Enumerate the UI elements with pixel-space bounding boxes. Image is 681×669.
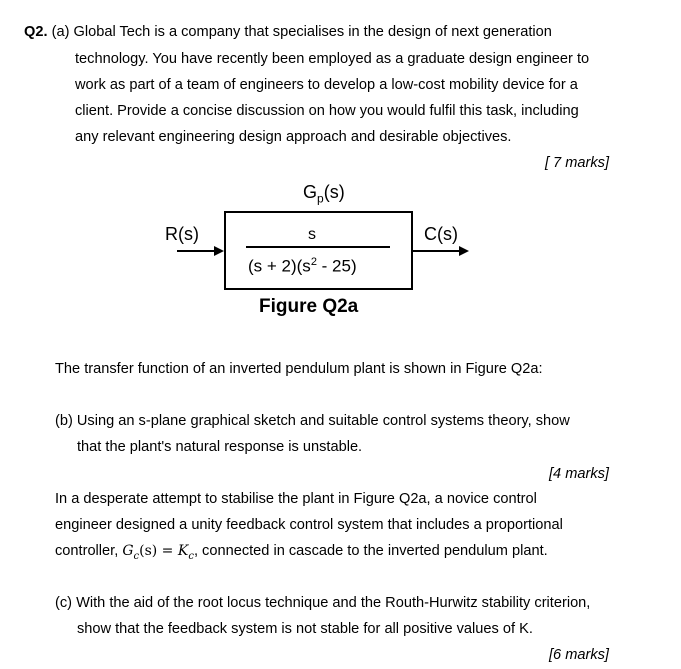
paragraph-text-2: engineer designed a unity feedback control system that includes a proportional [55,517,563,533]
transfer-function-intro: The transfer function of an inverted pendulum plant is shown in Figure Q2a: [55,361,543,377]
question-number: Q2. [24,24,48,40]
paragraph-text-1: In a desperate attempt to stabilise the plant in Figure Q2a, a novice control [55,491,537,507]
tf-denominator: $(s + 2)(s^2 - 25)$ [248,256,357,276]
part-b-text-2: that the plant's natural response is unstable. [77,439,363,455]
part-a-text-1: Global Tech is a company that specialises in the design of next generation [73,24,552,40]
part-b-text-1: (b) Using an s-plane graphical sketch and suitable control systems theory, show [55,413,570,429]
part-a-text-3: work as part of a team of engineers to develop a low-cost mobility device for a [75,77,578,93]
controller-equation: $G_c(s) = K_c$ [122,543,194,562]
part-a-marks: [ 7 marks] [544,155,609,171]
part-c-marks: [6 marks] [548,647,609,663]
output-arrowhead [459,246,469,256]
paragraph-text-3: controller, $G_c(s) = K_c$, connected in cascade to the inverted pendulum plant. [55,543,548,562]
part-b-marks: [4 marks] [548,466,609,482]
part-a-text-4: client. Provide a concise discussion on how you would fulfil this task, including [75,103,579,119]
part-a-text-5: any relevant engineering design approach and desirable objectives. [75,129,512,145]
output-label: C(s) [424,224,458,244]
tf-numerator: s [308,226,316,243]
part-a-text-2: technology. You have recently been employed as a graduate design engineer to [75,51,590,67]
part-c-text-1: (c) With the aid of the root locus technique and the Routh-Hurwitz stability criterion, [55,595,591,611]
plant-label: $G_p(s)$ [303,182,345,206]
input-arrowhead [214,246,224,256]
fraction-bar [246,246,390,248]
part-c-text-2: show that the feedback system is not stable for all positive values of K. [77,621,533,637]
part-a-label: (a) [51,24,70,40]
input-label: R(s) [165,224,199,244]
figure-caption: Figure Q2a [259,296,359,317]
